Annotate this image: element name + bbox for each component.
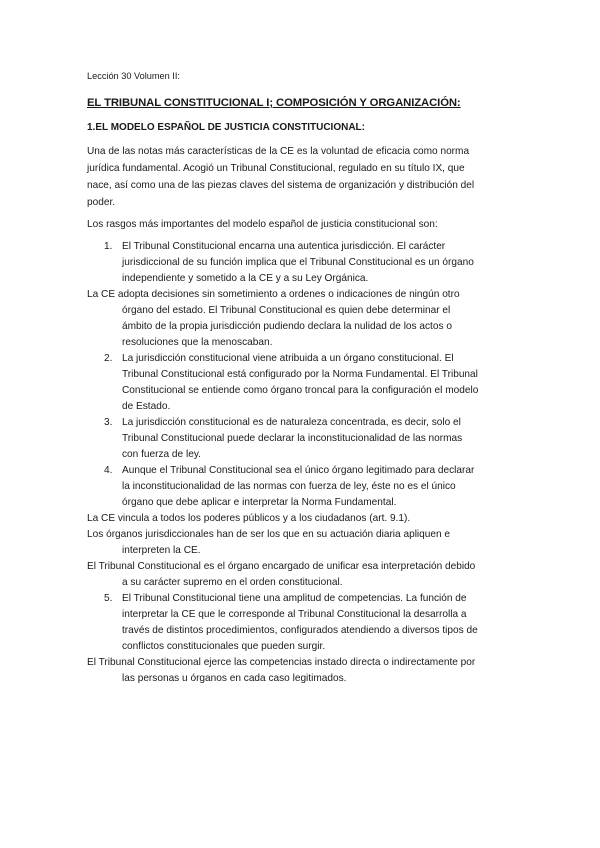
- list-number: 1.: [104, 241, 113, 252]
- list-item-line: La jurisdicción constitucional es de naturaleza concentrada, es decir, solo el: [122, 417, 461, 428]
- rasgos-intro: Los rasgos más importantes del modelo español de justicia constitucional son:: [87, 219, 438, 230]
- note-line: Los órganos jurisdiccionales han de ser los que en su actuación diaria apliquen e: [87, 529, 451, 540]
- list-item-line: la inconstitucionalidad de las normas con fuerza de ley, éste no es el único: [122, 481, 456, 492]
- list-number: 2.: [104, 353, 113, 364]
- list-item-line: Aunque el Tribunal Constitucional sea el único órgano legitimado para declarar: [122, 465, 475, 476]
- list-item-line: independiente y sometido a la CE y a su Ley Orgánica.: [122, 273, 369, 284]
- page-title: EL TRIBUNAL CONSTITUCIONAL I; COMPOSICIÓN Y ORGANIZACIÓN:: [87, 97, 461, 109]
- list-item-line: través de distintos procedimientos, configurados atendiendo a diversos tipos de: [122, 625, 478, 636]
- list-item-line: Tribunal Constitucional está configurado por la Norma Fundamental. El Tribunal: [122, 369, 478, 380]
- note-line: El Tribunal Constitucional ejerce las competencias instado directa o indirectamente por: [87, 657, 476, 668]
- note-line: ámbito de la propia jurisdicción pudiendo declara la nulidad de los actos o: [122, 321, 452, 332]
- list-item-line: con fuerza de ley.: [122, 449, 201, 460]
- list-item-line: La jurisdicción constitucional viene atribuida a un órgano constitucional. El: [122, 353, 454, 364]
- list-item-line: interpretar la CE que le corresponde al Tribunal Constitucional la desarrolla a: [122, 609, 467, 620]
- list-number: 3.: [104, 417, 113, 428]
- list-item-line: jurisdiccional de su función implica que el Tribunal Constitucional es un órgano: [122, 257, 474, 268]
- paragraph-line: Una de las notas más características de la CE es la voluntad de eficacia como norma: [87, 146, 470, 157]
- note-line: La CE adopta decisiones sin sometimiento a ordenes o indicaciones de ningún otro: [87, 289, 460, 300]
- list-number: 5.: [104, 593, 113, 604]
- list-item-line: El Tribunal Constitucional tiene una amplitud de competencias. La función de: [122, 593, 467, 604]
- paragraph-line: poder.: [87, 197, 116, 208]
- note-line: interpreten la CE.: [122, 545, 201, 556]
- paragraph-line: jurídica fundamental. Acogió un Tribunal Constitucional, regulado en su título IX, que: [87, 163, 465, 174]
- note-line: El Tribunal Constitucional es el órgano encargado de unificar esa interpretación debido: [87, 561, 476, 572]
- section-heading: 1.EL MODELO ESPAÑOL DE JUSTICIA CONSTITUCIONAL:: [87, 122, 365, 133]
- list-number: 4.: [104, 465, 113, 476]
- list-item-line: El Tribunal Constitucional encarna una autentica jurisdicción. El carácter: [122, 241, 446, 252]
- note-line: a su carácter supremo en el orden constitucional.: [122, 577, 343, 588]
- note-line: resoluciones que la menoscaban.: [122, 337, 273, 348]
- note-line: las personas u órganos en cada caso legitimados.: [122, 673, 347, 684]
- lesson-subtitle: Lección 30 Volumen II:: [87, 71, 180, 81]
- note-line: La CE vincula a todos los poderes públicos y a los ciudadanos (art. 9.1).: [87, 513, 411, 524]
- list-item-line: órgano que debe aplicar e interpretar la Norma Fundamental.: [122, 497, 397, 508]
- paragraph-line: nace, así como una de las piezas claves del sistema de organización y distribución del: [87, 180, 475, 191]
- note-line: órgano del estado. El Tribunal Constitucional es quien debe determinar el: [122, 305, 451, 316]
- list-item-line: Tribunal Constitucional puede declarar la inconstitucionalidad de las normas: [122, 433, 463, 444]
- list-item-line: Constitucional se entiende como órgano troncal para la configuración el modelo: [122, 385, 479, 396]
- list-item-line: conflictos constitucionales que pueden surgir.: [122, 641, 326, 652]
- list-item-line: de Estado.: [122, 401, 171, 412]
